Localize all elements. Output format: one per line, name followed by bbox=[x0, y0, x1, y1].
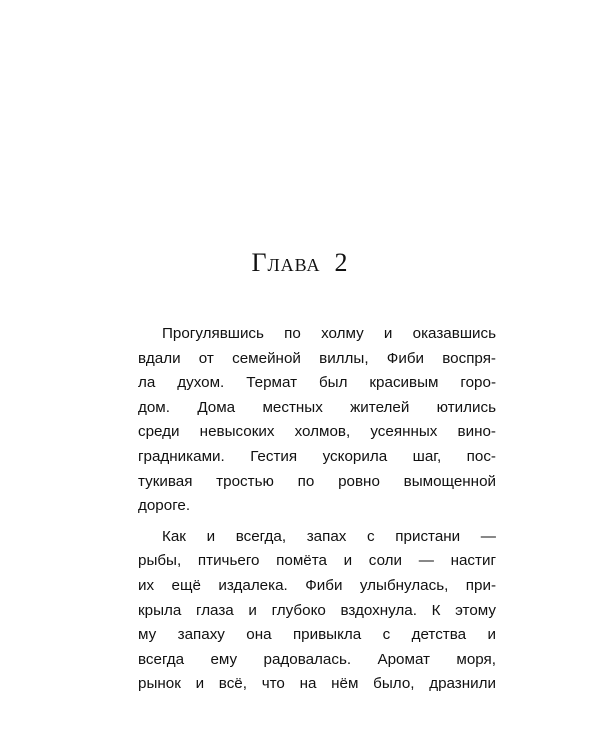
paragraph-1 bbox=[138, 322, 496, 519]
text-line: градниками. Гестия ускорила шаг, пос- bbox=[138, 447, 496, 465]
chapter-title-word: Глава bbox=[251, 248, 321, 277]
text-line: вдали от семейной виллы, Фиби воспря- bbox=[138, 349, 496, 367]
chapter-number: 2 bbox=[334, 248, 349, 277]
text-line: рынок и всё, что на нём было, дразнили bbox=[138, 675, 496, 693]
text-line: дом. Дома местных жителей ютились bbox=[138, 398, 496, 416]
text-line: ла духом. Термат был красивым горо- bbox=[138, 374, 496, 392]
chapter-heading bbox=[0, 247, 600, 279]
text-line: Как и всегда, запах с пристани — bbox=[162, 527, 496, 545]
text-line: среди невысоких холмов, усеянных вино- bbox=[138, 423, 496, 441]
text-line: му запаху она привыкла с детства и bbox=[138, 626, 496, 644]
text-line: Прогулявшись по холму и оказавшись bbox=[162, 325, 496, 342]
text-line: рыбы, птичьего помёта и соли — настиг bbox=[138, 552, 496, 570]
text-line: тукивая тростью по ровно вымощенной bbox=[138, 472, 496, 490]
text-line: их ещё издалека. Фиби улыбнулась, при- bbox=[138, 576, 496, 594]
text-line: дороге. bbox=[138, 497, 191, 515]
text-line: крыла глаза и глубоко вздохнула. К этому bbox=[138, 601, 496, 619]
paragraph-2 bbox=[138, 525, 496, 697]
text-line: всегда ему радовалась. Аромат моря, bbox=[138, 650, 496, 668]
chapter-body bbox=[138, 322, 496, 697]
